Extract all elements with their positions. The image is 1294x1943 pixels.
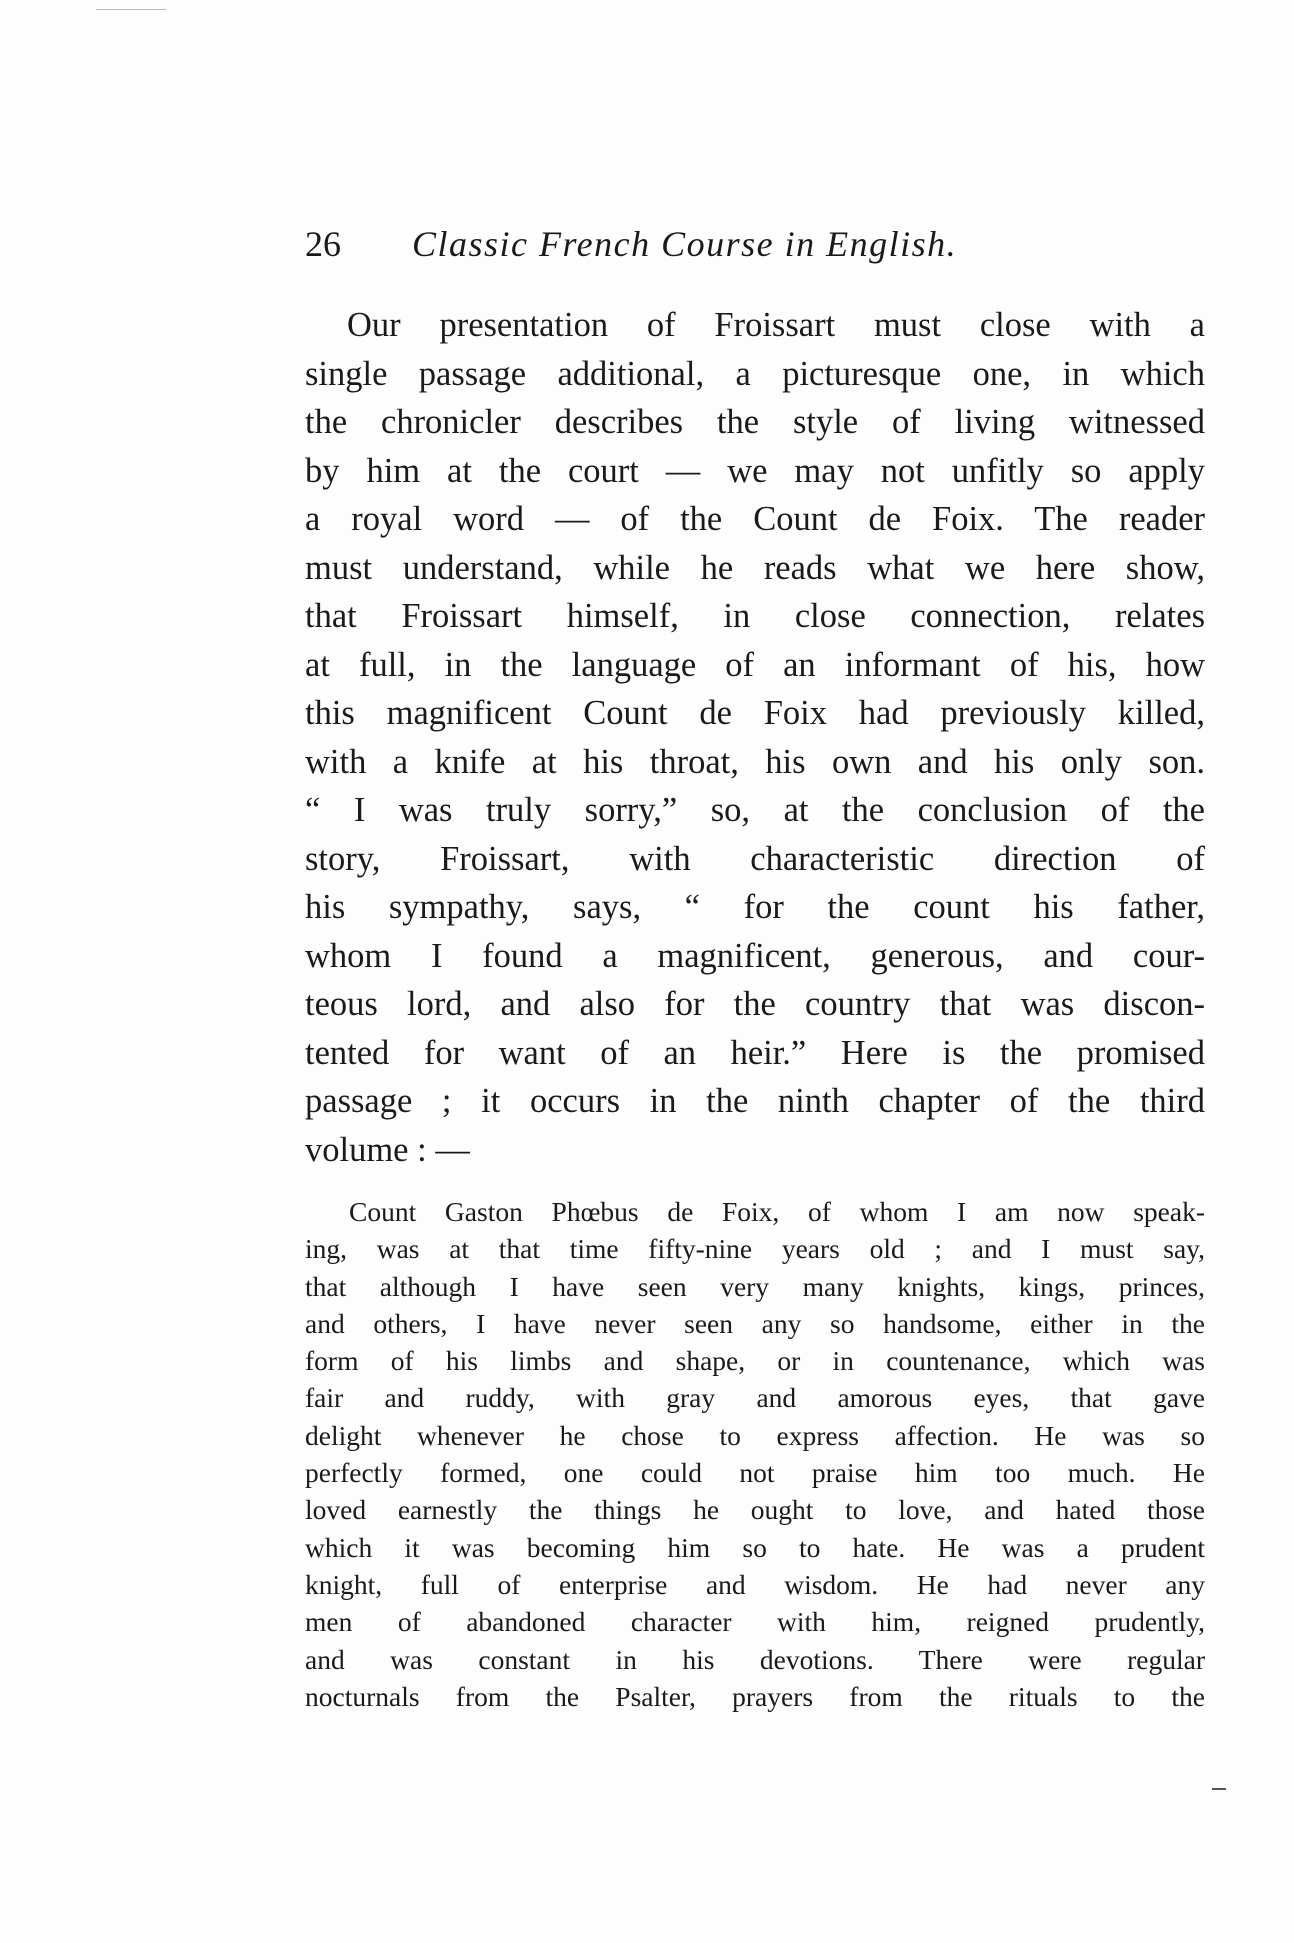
body-line: that Froissart himself, in close connection, relates <box>305 597 1205 635</box>
quote-line: Count Gaston Phœbus de Foix, of whom I am now speak- <box>349 1196 1205 1227</box>
margin-mark <box>1212 1788 1226 1790</box>
body-paragraph <box>305 301 1205 1174</box>
block-quote <box>305 1193 1205 1715</box>
quote-line: and was constant in his devotions. There were regular <box>305 1643 1205 1675</box>
body-line: volume : — <box>305 1130 470 1169</box>
quote-line: fair and ruddy, with gray and amorous eyes, that gave <box>305 1382 1205 1414</box>
quote-line: perfectly formed, one could not praise him too much. He <box>305 1457 1205 1489</box>
body-line: the chronicler describes the style of living witnessed <box>305 403 1205 441</box>
scan-artifact-line <box>96 9 166 10</box>
quote-line: ing, was at that time fifty-nine years old ; and I must say, <box>305 1233 1205 1265</box>
body-line: whom I found a magnificent, generous, and cour- <box>305 936 1205 975</box>
quote-line: and others, I have never seen any so handsome, either in the <box>305 1307 1205 1339</box>
body-line: at full, in the language of an informant of his, how <box>305 645 1205 684</box>
quote-line: which it was becoming him so to hate. He was a prudent <box>305 1531 1205 1563</box>
quote-line: men of abandoned character with him, reigned prudently, <box>305 1606 1205 1638</box>
quote-line: form of his limbs and shape, or in countenance, which was <box>305 1345 1205 1377</box>
body-line: by him at the court — we may not unfitly so apply <box>305 451 1205 490</box>
body-line: “ I was truly sorry,” so, at the conclusion of the <box>305 791 1205 829</box>
page-header <box>305 214 1205 274</box>
body-line: story, Froissart, with characteristic direction of <box>305 839 1205 878</box>
quote-line: nocturnals from the Psalter, prayers from the rituals to the <box>305 1680 1205 1712</box>
body-line: passage ; it occurs in the ninth chapter of the third <box>305 1082 1205 1120</box>
body-line: teous lord, and also for the country that was discon- <box>305 985 1205 1023</box>
body-line: single passage additional, a picturesque one, in which <box>305 354 1205 393</box>
page-number: 26 <box>305 224 341 264</box>
running-title: Classic French Course in English. <box>412 224 958 264</box>
quote-line: that although I have seen very many knights, kings, princes, <box>305 1270 1205 1302</box>
body-line: with a knife at his throat, his own and his only son. <box>305 742 1205 781</box>
body-line: Our presentation of Froissart must close with a <box>347 306 1205 344</box>
quote-line: loved earnestly the things he ought to love, and hated those <box>305 1494 1205 1526</box>
quote-line: knight, full of enterprise and wisdom. He had never any <box>305 1568 1205 1600</box>
body-line: his sympathy, says, “ for the count his father, <box>305 888 1205 926</box>
body-line: this magnificent Count de Foix had previously killed, <box>305 694 1205 732</box>
body-line: tented for want of an heir.” Here is the promised <box>305 1033 1205 1072</box>
body-line: must understand, while he reads what we here show, <box>305 548 1205 587</box>
quote-line: delight whenever he chose to express affection. He was so <box>305 1419 1205 1451</box>
body-line: a royal word — of the Count de Foix. The reader <box>305 500 1205 538</box>
